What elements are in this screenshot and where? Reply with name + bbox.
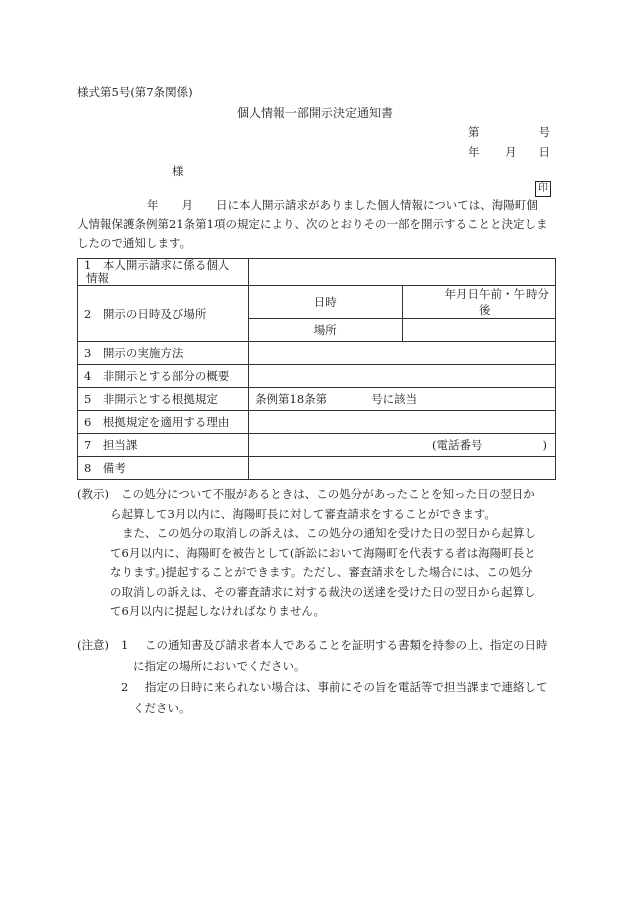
document-number-line [468,124,550,140]
instructions-line: の取消しの訴えは、その審査請求に対する裁決の送達を受けた日の翌日から起算し [110,584,536,599]
date-month: 月 [505,145,517,159]
instructions-line: ら起算して3月以内に、海陽町長に対して審査請求をすることができます。 [110,506,496,521]
caution-item [77,677,550,698]
row-label: 2 開示の日時及び場所 [78,286,249,342]
row-label-line: 1 本人開示請求に係る個人 [84,258,230,272]
date-day: 日 [538,145,550,159]
row-value [249,434,556,457]
place-value [402,319,556,342]
row-label: 5 非開示とする根拠規定 [78,388,249,411]
body-line-1: 年 月 日に本人開示請求がありました個人情報については、海陽町個 [147,198,538,212]
row-label: 6 根拠規定を適用する理由 [78,411,249,434]
notice-body [77,196,550,253]
row-label-line: 情報 [86,271,109,285]
row-label: 8 備考 [78,457,249,480]
datetime-value [402,286,556,319]
row-value [249,342,556,365]
recipient-suffix: 様 [172,164,184,178]
body-line-3: したので通知します。 [77,236,192,250]
row-value [249,365,556,388]
row-value [249,457,556,480]
table-row [78,457,556,480]
dt-minute: 分 [537,287,549,301]
dt-year: 年 [444,287,456,301]
caution-item [77,635,550,656]
table-row [78,411,556,434]
date-year: 年 [468,145,480,159]
row-label: 3 開示の実施方法 [78,342,249,365]
article-suffix: 号に該当 [371,392,418,406]
dt-ampm: 午前・午後 [479,287,525,317]
row-label: 4 非開示とする部分の概要 [78,365,249,388]
datetime-label: 日時 [249,286,403,319]
number-prefix: 第 [468,125,480,139]
table-row [78,342,556,365]
caution-number: 1 [121,638,129,652]
row-label [78,259,249,286]
row-value [249,411,556,434]
form-number: 様式第5号(第7条関係) [77,85,193,99]
table-row [78,259,556,286]
phone-label: (電話番号 [432,438,483,452]
caution-line: ください。 [133,701,191,715]
number-suffix: 号 [538,125,550,139]
row-value [249,388,556,411]
disclosure-info-table [77,258,556,480]
body-line-2: 人情報保護条例第21条第1項の規定により、次のとおりその一部を開示することと決定しま [77,217,548,231]
dt-month: 月 [456,287,468,301]
table-row [78,434,556,457]
caution-line: 指定の日時に来られない場合は、事前にその旨を電話等で担当課まで連絡して [145,680,548,694]
instructions-line: て6月以内に提起しなければなりません。 [110,604,326,618]
dt-hour: 時 [526,287,538,301]
row-label: 7 担当課 [78,434,249,457]
instructions-line: また、この処分の取消しの訴えは、この処分の通知を受けた日の翌日から起算し [122,526,536,540]
phone-close: ) [542,438,547,452]
caution-line: に指定の場所においでください。 [133,659,306,673]
article-ref: 条例第18条第 [255,392,328,406]
instructions-heading: (教示) [77,487,109,501]
row-value [249,259,556,286]
dt-day: 日 [467,287,479,301]
appeal-instructions [77,485,550,622]
caution-line: この通知書及び請求者本人であることを証明する書類を持参の上、指定の日時 [145,638,548,652]
table-row [78,388,556,411]
caution-notes [77,635,550,719]
table-row [78,365,556,388]
instructions-line: て6月以内に、海陽町を被告として(訴訟において海陽町を代表する者は海陽町長と [110,545,536,560]
caution-heading: (注意) [77,638,109,652]
table-row [78,286,556,319]
instructions-line: なります。)提起することができます。ただし、審査請求をした場合には、この処分 [110,565,533,579]
seal-stamp: 印 [535,181,551,197]
instructions-line: この処分について不服があるときは、この処分があったことを知った日の翌日か [121,487,535,501]
document-title: 個人情報一部開示決定通知書 [236,106,393,120]
caution-number: 2 [121,680,129,694]
place-label: 場所 [249,319,403,342]
